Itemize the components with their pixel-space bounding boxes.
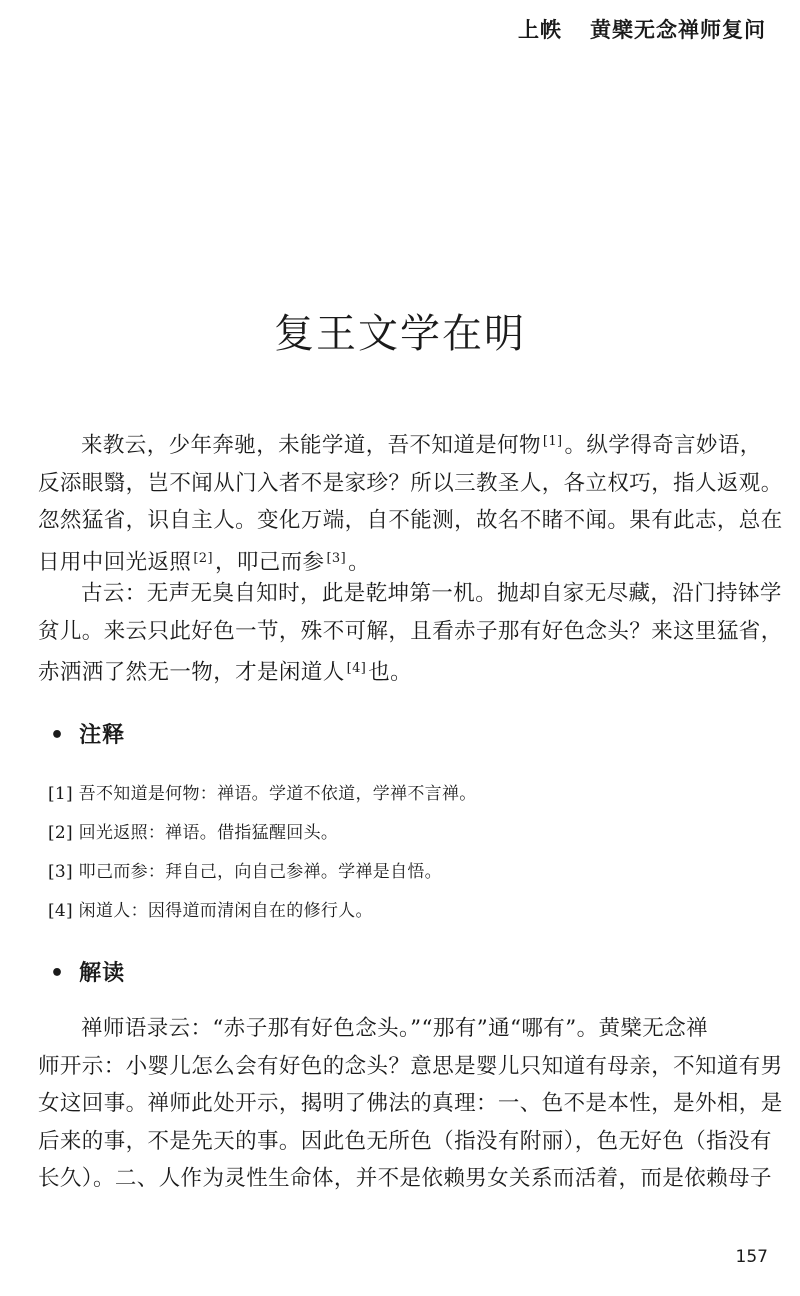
notes-heading (50, 718, 125, 749)
commentary-paragraph (38, 1010, 783, 1198)
body-line: 来教云，少年奔驰，未能学道，吾不知道是何物 [1]。纵学得奇言妙语， (81, 433, 762, 458)
commentary-heading (50, 956, 125, 987)
note-item: [4] 闲道人：因得道而清闲自在的修行人。 (48, 901, 373, 921)
commentary-line: 女这回事。禅师此处开示，揭明了佛法的真理：一、色不是本性，是外相，是 (38, 1091, 783, 1116)
bullet-icon: • (50, 961, 66, 986)
bullet-icon: • (50, 723, 66, 748)
header-chapter: 黄檗无念禅师复问 (590, 18, 766, 42)
commentary-line: 长久）。二、人作为灵性生命体，并不是依赖男女关系而活着，而是依赖母子 (38, 1166, 772, 1191)
body-line: 赤洒洒了然无一物，才是闲道人 [4]也。 (38, 660, 413, 685)
body-line: 古云：无声无臭自知时，此是乾坤第一机。抛却自家无尽藏，沿门持钵学 (81, 581, 782, 606)
body-line: 忽然猛省，识自主人。变化万端，自不能测，故名不睹不闻。果有此志，总在 (38, 508, 783, 533)
body-line: 贫儿。来云只此好色一节，殊不可解，且看赤子那有好色念头？来这里猛省， (38, 618, 783, 644)
body-line: 日用中回光返照 [2]，叩己而参 [3]。 (38, 549, 370, 575)
note-item: [2] 回光返照：禅语。借指猛醒回头。 (48, 823, 339, 843)
header-section: 上帙 (518, 18, 562, 42)
body-paragraph-1 (38, 423, 783, 581)
commentary-heading-label: 解读 (79, 961, 126, 986)
page-number: 157 (735, 1247, 768, 1267)
notes-heading-label: 注释 (79, 723, 126, 748)
running-header (518, 14, 766, 44)
commentary-line: 禅师语录云：“赤子那有好色念头。”“那有”通“哪有”。黄檗无念禅 (81, 1016, 709, 1041)
footnote-ref-1[interactable]: [1] (542, 434, 563, 449)
footnote-ref-3[interactable]: [3] (326, 550, 347, 566)
commentary-line: 后来的事，不是先天的事。因此色无所色（指没有附丽），色无好色（指没有 (38, 1128, 772, 1154)
note-item: [3] 叩己而参：拜自己，向自己参禅。学禅是自悟。 (48, 862, 442, 882)
footnote-ref-4[interactable]: [4] (346, 661, 367, 676)
body-paragraph-2 (38, 575, 783, 692)
page-title: 复王文学在明 (274, 311, 526, 357)
note-item: [1] 吾不知道是何物：禅语。学道不依道，学禅不言禅。 (48, 784, 477, 804)
commentary-line: 师开示：小婴儿怎么会有好色的念头？意思是婴儿只知道有母亲，不知道有男 (38, 1053, 783, 1079)
body-line: 反添眼翳，岂不闻从门入者不是家珍？所以三教圣人，各立权巧，指人返观。 (38, 470, 783, 496)
footnote-ref-2[interactable]: [2] (193, 550, 213, 566)
